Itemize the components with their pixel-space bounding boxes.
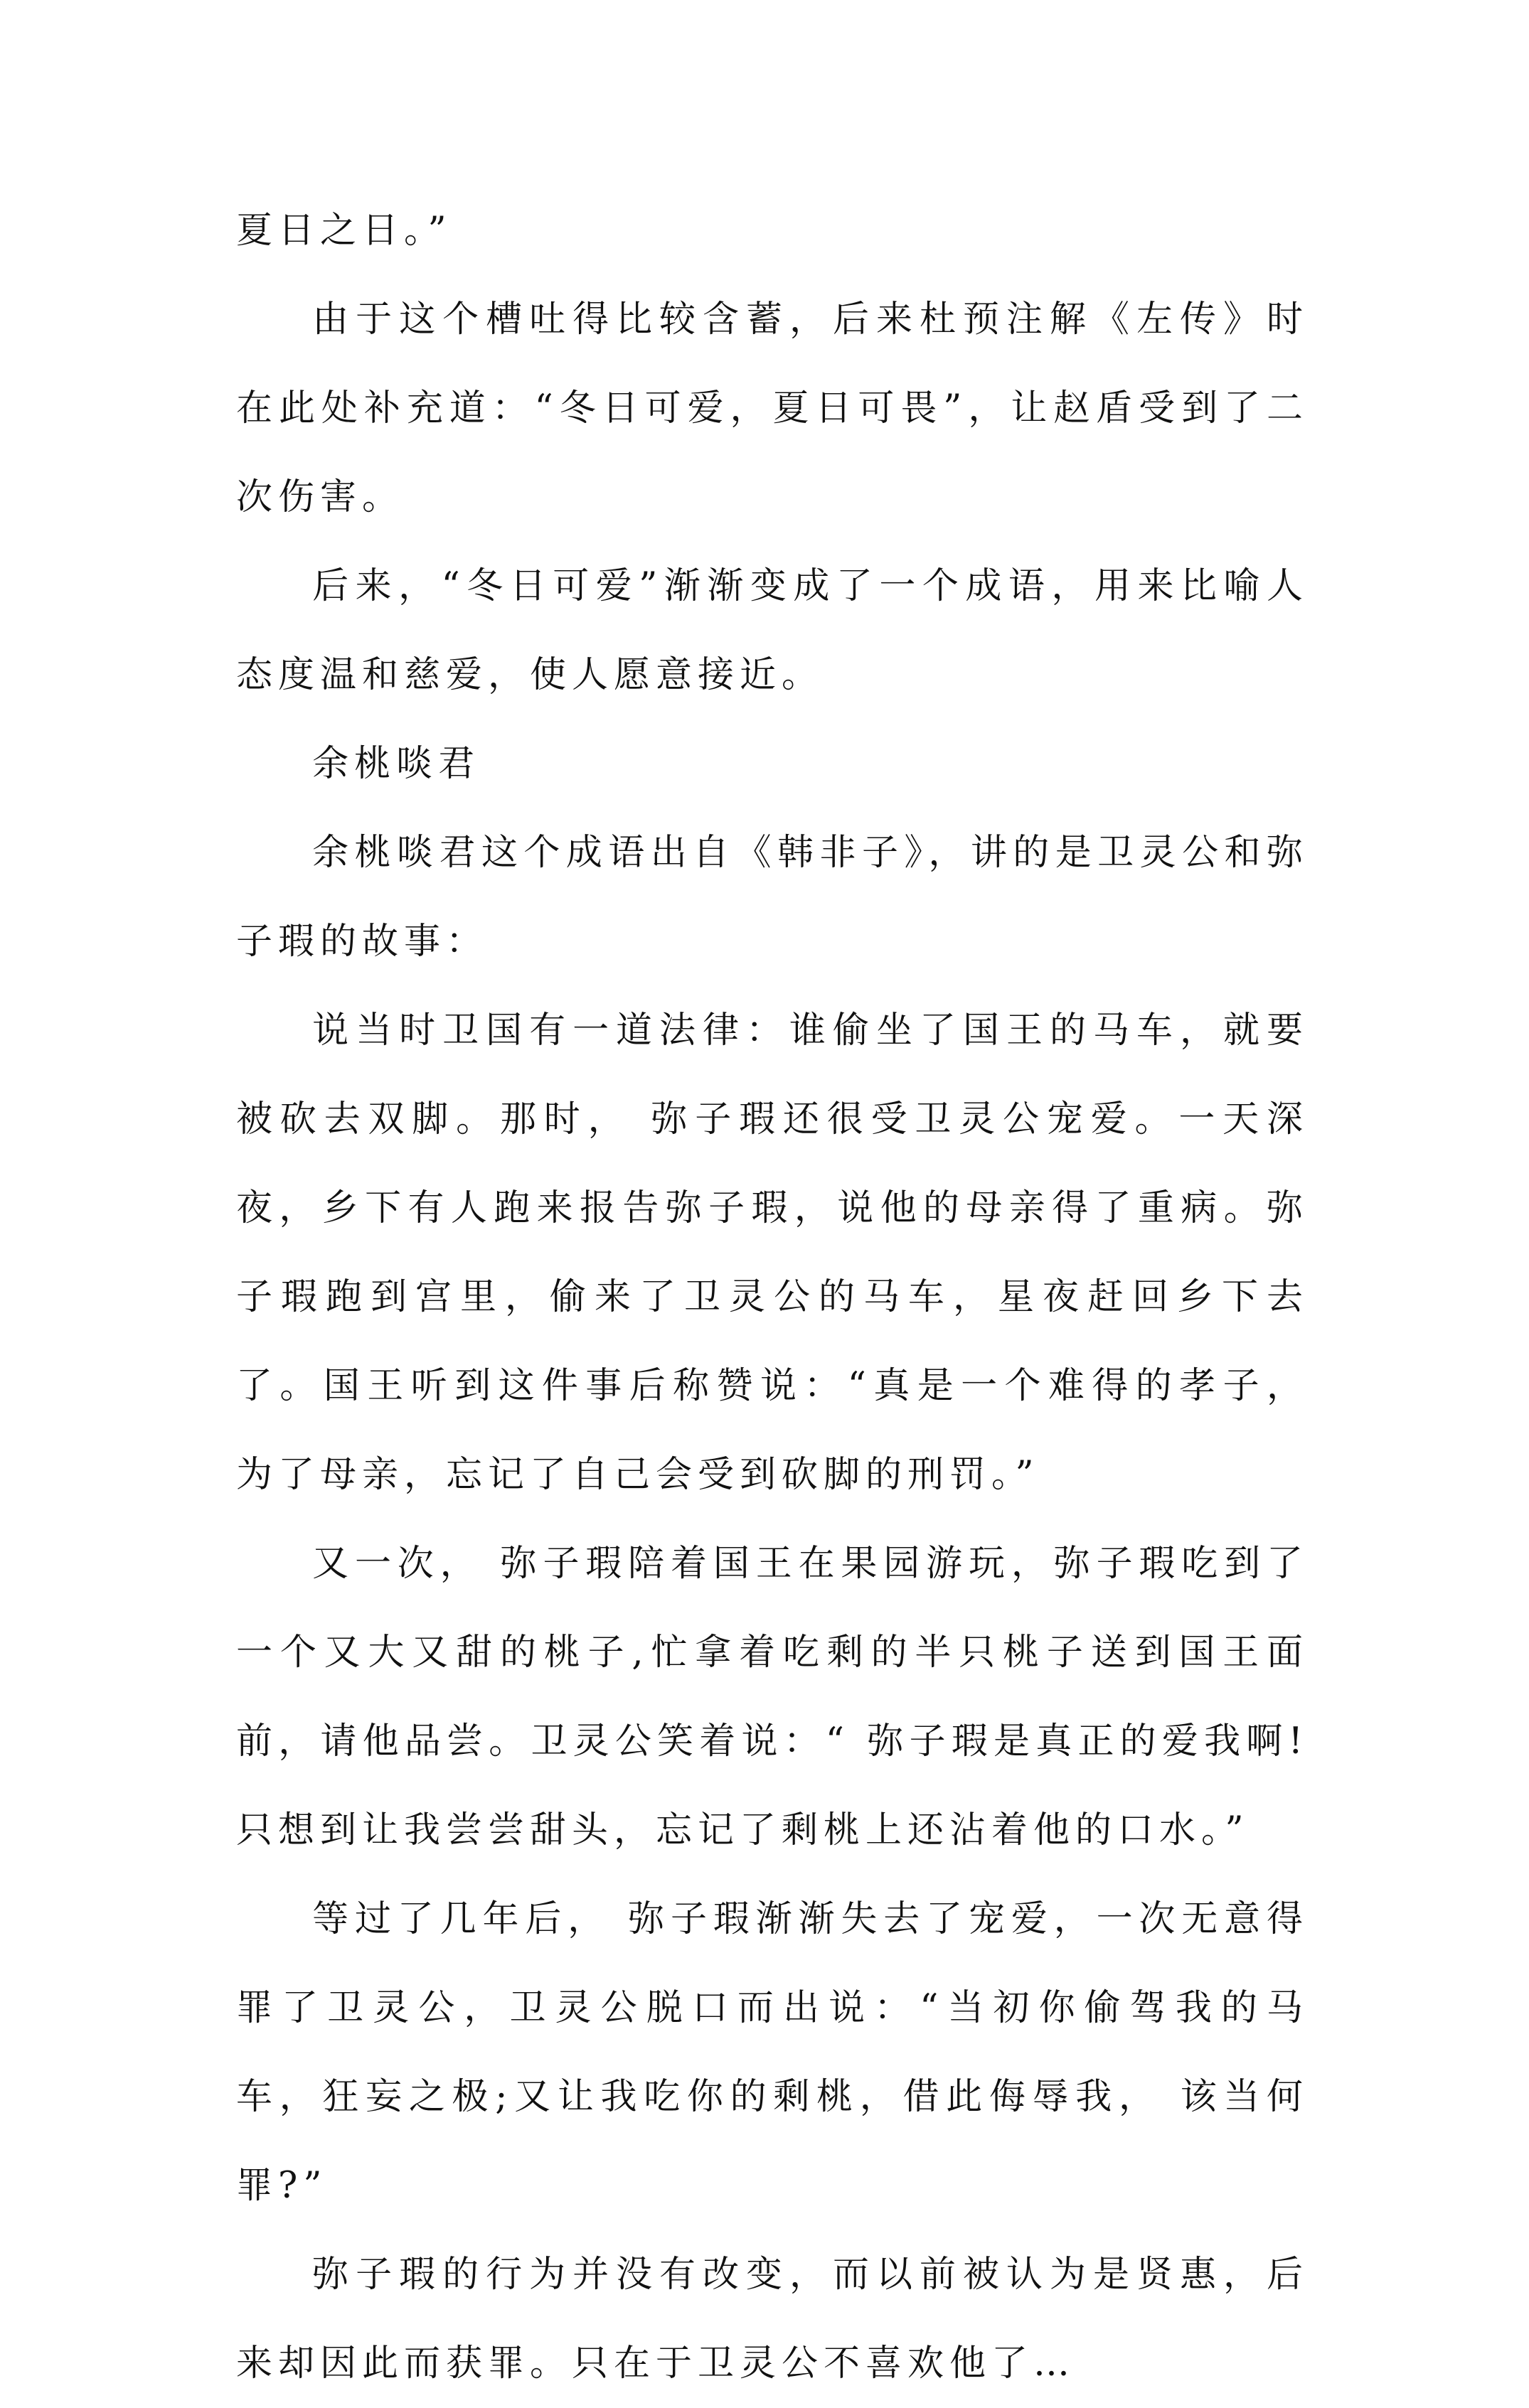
paragraph-peach-story: 又一次， 弥子瑕陪着国王在果园游玩，弥子瑕吃到了一个又大又甜的桃子,忙拿着吃剩的半只桃子送到国王面前，请他品尝。卫灵公笑着说：“ 弥子瑕是真正的爱我啊!只想到让我尝尝甜头，忘记了剩桃上还沾着他的口水。”: [236, 1543, 1309, 1851]
paragraph-carriage-story: 说当时卫国有一道法律：谁偷坐了国王的马车，就要被砍去双脚。那时， 弥子瑕还很受卫灵公宠爱。一天深夜，乡下有人跑来报告弥子瑕，说他的母亲得了重病。弥子瑕跑到宫里，偷来了卫灵公的马车，星夜赶回乡下去了。国王听到这件事后称赞说：“真是一个难得的孝子，为了母亲，忘记了自己会受到砍脚的刑罚。”: [236, 1010, 1309, 1496]
paragraph-continuation: 夏日之日。”: [236, 210, 452, 252]
paragraph-idiom-meaning: 后来，“冬日可爱”渐渐变成了一个成语，用来比喻人态度温和慈爱，使人愿意接近。: [236, 565, 1309, 696]
paragraph-conclusion: 弥子瑕的行为并没有改变，而以前被认为是贤惠，后来却因此而获罪。只在于卫灵公不喜欢他了…: [236, 2254, 1309, 2385]
paragraph-lost-favor: 等过了几年后， 弥子瑕渐渐失去了宠爱，一次无意得罪了卫灵公，卫灵公脱口而出说：“当初你偷驾我的马车，狂妄之极;又让我吃你的剩桃，借此侮辱我， 该当何罪?”: [236, 1898, 1309, 2207]
paragraph-du-yu-annotation: 由于这个槽吐得比较含蓄，后来杜预注解《左传》时在此处补充道：“冬日可爱，夏日可畏”，让赵盾受到了二次伤害。: [236, 299, 1309, 518]
document-page: [236, 186, 1309, 2408]
section-heading-yu-tao-dan-jun: 余桃啖君: [312, 743, 481, 785]
paragraph-idiom-origin: 余桃啖君这个成语出自《韩非子》，讲的是卫灵公和弥子瑕的故事：: [236, 832, 1309, 963]
